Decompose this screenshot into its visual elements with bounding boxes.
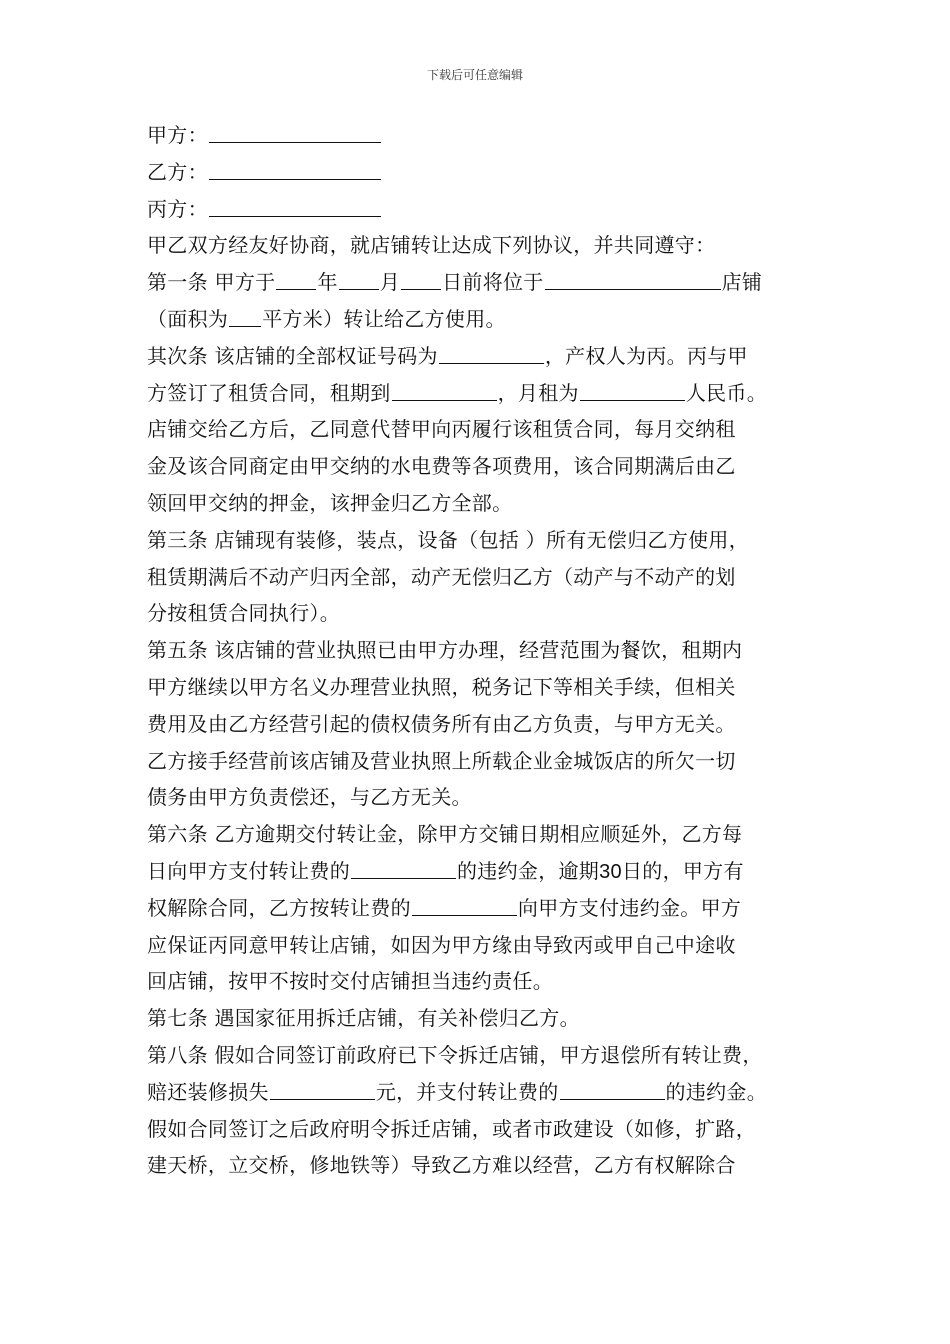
article-2-line-5 — [147, 485, 817, 522]
article-1-text-d: 日前将位于 — [442, 270, 544, 295]
article-5-line-1 — [147, 632, 817, 669]
article-2-text-f: 店铺交给乙方后，乙同意代替甲向丙履行该租赁合同，每月交纳租 — [147, 417, 736, 442]
article-6-line-5 — [147, 963, 817, 1000]
party-c-label: 丙方： — [147, 196, 208, 221]
article-3-text-a: 第三条 店铺现有装修，装点，设备（包括 ）所有无偿归乙方使用， — [147, 527, 750, 552]
monthly-rent-blank[interactable] — [580, 379, 685, 401]
article-6-text-a: 第六条 乙方逾期交付转让金，除甲方交铺日期相应顺延外，乙方每 — [147, 822, 743, 847]
article-1-line-2 — [147, 301, 817, 338]
intro-line — [147, 227, 817, 264]
article-6-text-c: 的违约金，逾期 — [457, 858, 600, 883]
article-2-text-d: ，月租为 — [497, 380, 579, 405]
article-1-text-a: 第一条 甲方于 — [147, 270, 276, 295]
article-5-text-c: 费用及由乙方经营引起的债权债务所有由乙方负责，与甲方无关。 — [147, 711, 736, 736]
article-5-line-2 — [147, 669, 817, 706]
article-1-text-f: （面积为 — [147, 306, 229, 331]
article-5-line-3 — [147, 706, 817, 743]
day-blank[interactable] — [401, 268, 441, 290]
article-6-text-f: 向甲方支付违约金。甲方 — [517, 895, 742, 920]
article-8-text-b: 赔还装修损失 — [147, 1079, 269, 1104]
party-a-label: 甲方： — [147, 123, 208, 147]
party-b-label: 乙方： — [147, 159, 208, 184]
page-header: 下载后可任意编辑 — [426, 68, 523, 82]
contract-body — [147, 117, 817, 1184]
area-blank[interactable] — [229, 305, 261, 327]
article-6-line-4 — [147, 927, 817, 964]
article-5-line-5 — [147, 779, 817, 816]
article-6-text-b: 日向甲方支付转让费的 — [147, 858, 350, 883]
renovation-loss-blank[interactable] — [270, 1078, 375, 1100]
article-8-text-e: 假如合同签订之后政府明令拆迁店铺，或者市政建设（如修，扩路， — [147, 1116, 756, 1141]
article-7-text-a: 第七条 遇国家征用拆迁店铺，有关补偿归乙方。 — [147, 1006, 580, 1031]
party-c-line — [147, 191, 817, 228]
party-a-blank[interactable] — [209, 121, 381, 143]
penalty-rate-blank[interactable] — [351, 857, 456, 879]
article-1-text-e: 店铺 — [721, 270, 763, 295]
party-b-blank[interactable] — [209, 158, 381, 180]
article-2-line-1 — [147, 338, 817, 375]
article-6-line-2 — [147, 853, 817, 890]
article-6-line-1 — [147, 816, 817, 853]
article-8-text-d: 的违约金。 — [665, 1079, 768, 1104]
article-8-line-2 — [147, 1074, 817, 1111]
article-2-text-e: 人民币。 — [685, 380, 768, 405]
article-8-text-a: 第八条 假如合同签订前政府已下令拆迁店铺，甲方退偿所有转让费， — [147, 1042, 763, 1067]
article-3-line-2 — [147, 559, 817, 596]
party-c-blank[interactable] — [209, 195, 381, 217]
article-5-text-a: 第五条 该店铺的营业执照已由甲方办理，经营范围为餐饮，租期内 — [147, 638, 743, 663]
article-3-line-3 — [147, 595, 817, 632]
article-3-text-c: 分按租赁合同执行）。 — [147, 601, 340, 626]
article-5-text-e: 债务由甲方负责偿还，与乙方无关。 — [147, 785, 472, 810]
article-2-text-g: 金及该合同商定由甲交纳的水电费等各项费用，该合同期满后由乙 — [147, 454, 736, 479]
demolition-penalty-blank[interactable] — [560, 1078, 665, 1100]
lease-term-blank[interactable] — [392, 379, 497, 401]
article-8-line-4 — [147, 1147, 817, 1184]
article-2-text-h: 领回甲交纳的押金，该押金归乙方全部。 — [147, 490, 513, 515]
article-2-line-3 — [147, 411, 817, 448]
month-blank[interactable] — [339, 268, 379, 290]
article-5-text-b: 甲方继续以甲方名义办理营业执照，税务记下等相关手续，但相关 — [147, 674, 736, 699]
article-6-text-e: 权解除合同，乙方按转让费的 — [147, 895, 411, 920]
article-5-line-4 — [147, 743, 817, 780]
article-6-line-3 — [147, 890, 817, 927]
article-2-text-c: 方签订了租赁合同，租期到 — [147, 380, 391, 405]
article-6-text-d: 日的，甲方有 — [621, 858, 744, 883]
article-8-text-c: 元，并支付转让费的 — [375, 1079, 559, 1104]
intro-text: 甲乙双方经友好协商，就店铺转让达成下列协议，并共同遵守： — [147, 233, 716, 258]
article-7-line-1 — [147, 1000, 817, 1037]
article-2-text-a: 其次条 该店铺的全部权证号码为 — [147, 343, 438, 368]
article-8-text-f: 建天桥，立交桥，修地铁等）导致乙方难以经营，乙方有权解除合 — [147, 1153, 736, 1178]
article-8-line-1 — [147, 1037, 817, 1074]
termination-penalty-blank[interactable] — [412, 894, 517, 916]
article-2-text-b: ，产权人为丙。丙与甲 — [544, 343, 748, 368]
article-1-line-1 — [147, 264, 817, 301]
party-a-line — [147, 117, 817, 154]
certificate-number-blank[interactable] — [439, 342, 544, 364]
location-blank[interactable] — [545, 268, 721, 290]
party-b-line — [147, 154, 817, 191]
article-6-text-g: 应保证丙同意甲转让店铺，如因为甲方缘由导致丙或甲自己中途收 — [147, 932, 736, 957]
year-blank[interactable] — [276, 268, 316, 290]
article-8-line-3 — [147, 1111, 817, 1148]
article-2-line-2 — [147, 375, 817, 412]
article-5-text-d: 乙方接手经营前该店铺及营业执照上所载企业金城饭店的所欠一切 — [147, 748, 736, 773]
overdue-days-number: 30 — [599, 860, 622, 883]
article-1-text-c: 月 — [379, 270, 401, 295]
article-6-text-h: 回店铺，按甲不按时交付店铺担当违约责任。 — [147, 969, 553, 994]
article-3-line-1 — [147, 522, 817, 559]
article-3-text-b: 租赁期满后不动产归丙全部，动产无偿归乙方（动产与不动产的划 — [147, 564, 736, 589]
article-1-text-g: 平方米）转让给乙方使用。 — [262, 306, 506, 331]
article-1-text-b: 年 — [317, 270, 338, 295]
article-2-line-4 — [147, 448, 817, 485]
